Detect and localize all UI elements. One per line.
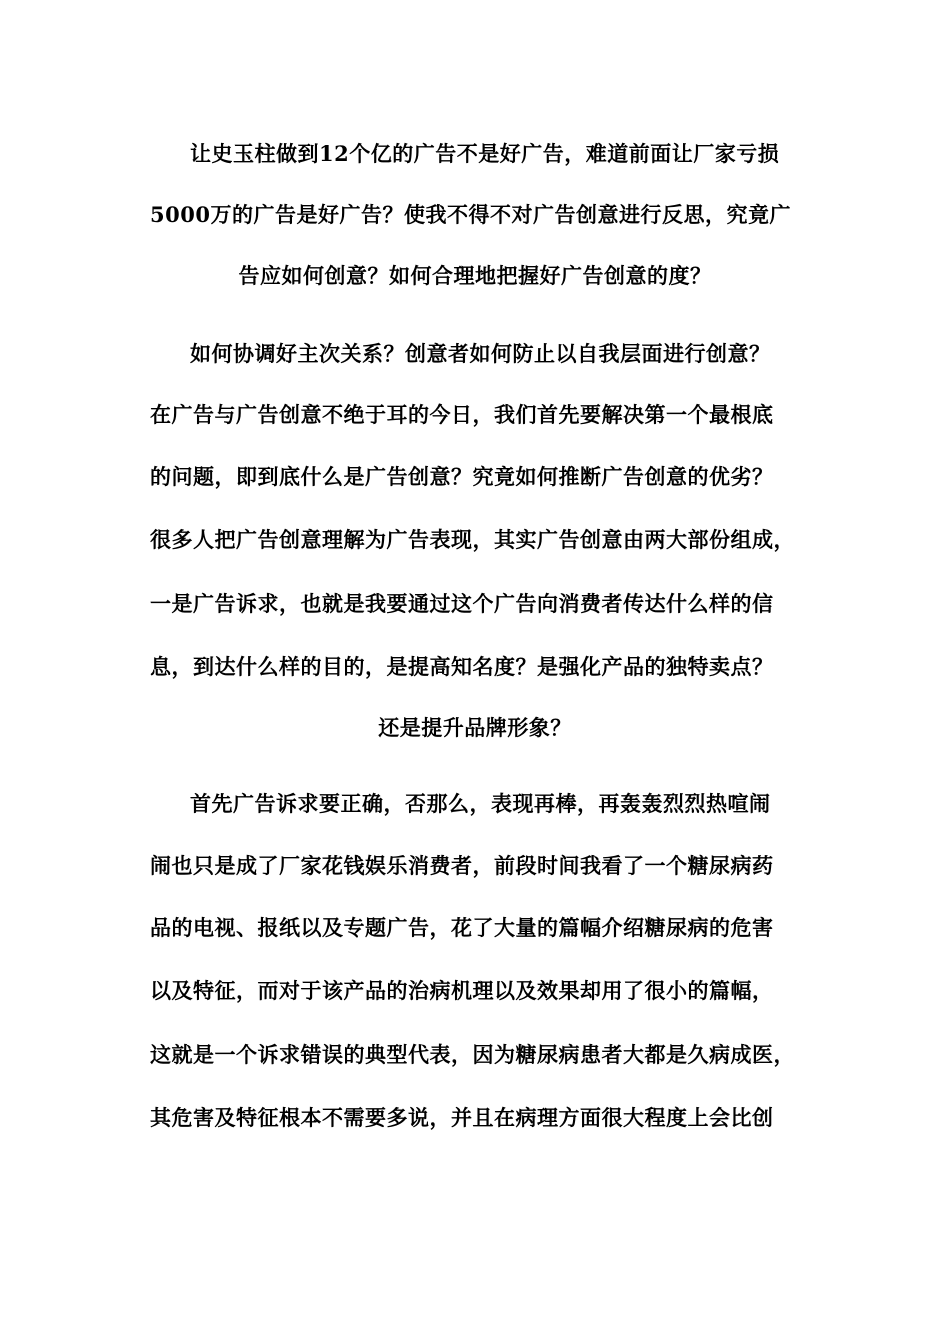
paragraph-1-line-1: 让史玉柱做到12个亿的广告不是好广告，难道前面让厂家亏损 xyxy=(190,141,780,166)
paragraph-1-line-2: 5000万的广告是好广告？使我不得不对广告创意进行反思，究竟广 xyxy=(150,202,791,227)
paragraph-3-line-1: 首先广告诉求要正确，否那么，表现再棒，再轰轰烈烈热喧闹 xyxy=(190,791,771,816)
paragraph-3-line-5: 这就是一个诉求错误的典型代表，因为糖尿病患者大都是久病成医， xyxy=(150,1042,795,1067)
paragraph-3-line-6: 其危害及特征根本不需要多说，并且在病理方面很大程度上会比创 xyxy=(150,1105,774,1130)
paragraph-1-line-3: 告应如何创意？如何合理地把握好广告创意的度？ xyxy=(238,263,712,288)
paragraph-3-line-2: 闹也只是成了厂家花钱娱乐消费者，前段时间我看了一个糖尿病药 xyxy=(150,853,774,878)
paragraph-2-line-6: 息，到达什么样的目的，是提高知名度？是强化产品的独特卖点？ xyxy=(150,654,774,679)
paragraph-3-line-4: 以及特征，而对于该产品的治病机理以及效果却用了很小的篇幅， xyxy=(150,978,774,1003)
paragraph-2-line-4: 很多人把广告创意理解为广告表现，其实广告创意由两大部份组成， xyxy=(150,527,795,552)
paragraph-2-line-5: 一是广告诉求，也就是我要通过这个广告向消费者传达什么样的信 xyxy=(150,591,774,616)
paragraph-2-line-3: 的问题，即到底什么是广告创意？究竟如何推断广告创意的优劣？ xyxy=(150,464,774,489)
paragraph-3-line-3: 品的电视、报纸以及专题广告，花了大量的篇幅介绍糖尿病的危害 xyxy=(150,915,774,940)
paragraph-2-line-7: 还是提升品牌形象？ xyxy=(378,715,572,740)
paragraph-2-line-1: 如何协调好主次关系？创意者如何防止以自我层面进行创意？ xyxy=(190,341,771,366)
paragraph-2-line-2: 在广告与广告创意不绝于耳的今日，我们首先要解决第一个最根底 xyxy=(150,402,774,427)
